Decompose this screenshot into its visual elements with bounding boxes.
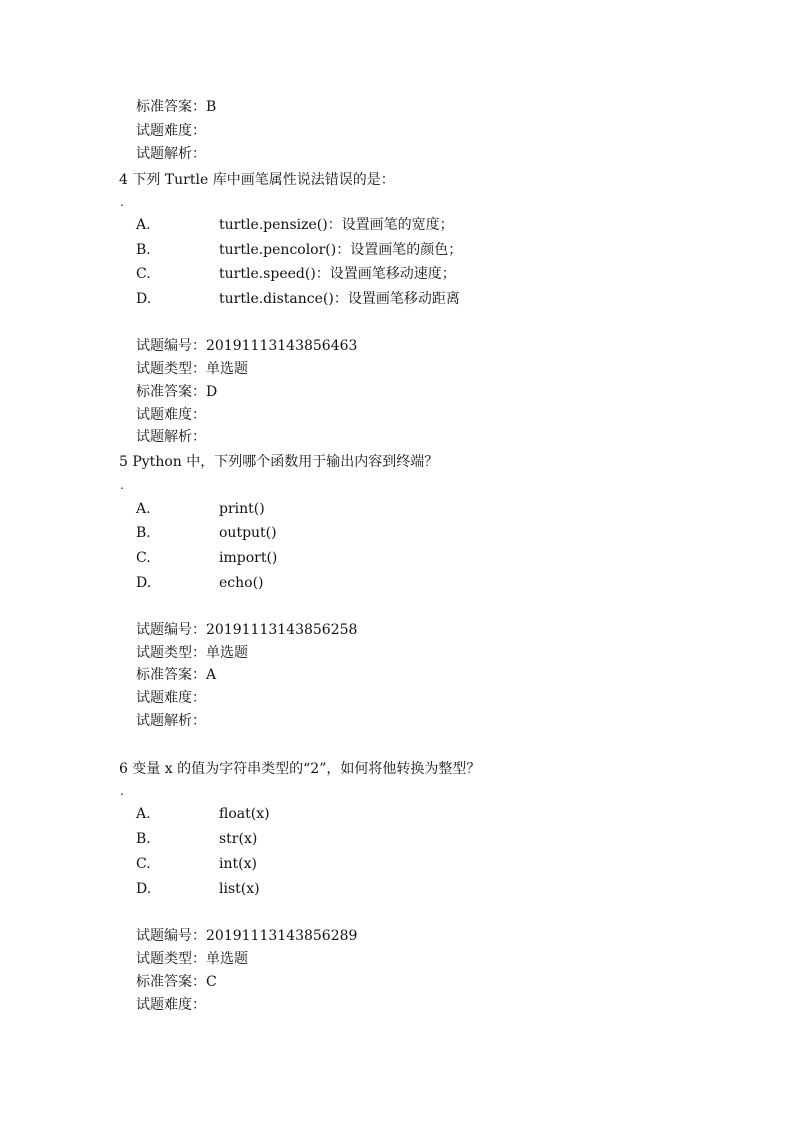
option-text: str(x) [219,831,258,847]
option-text: print() [219,501,265,517]
option-text: turtle.pencolor()：设置画笔的颜色； [219,242,463,258]
option-letter: B. [136,242,151,258]
question-difficulty: 试题难度： [136,997,206,1013]
option-letter: D. [136,291,152,307]
option-letter: A. [136,501,151,517]
option-letter: C. [136,266,151,282]
prev-difficulty: 试题难度： [136,123,206,139]
question-title: 4 下列 Turtle 库中画笔属性说法错误的是： [119,172,395,188]
question-title: 5 Python 中，下列哪个函数用于输出内容到终端？ [119,454,439,470]
question-type: 试题类型：单选题 [136,951,248,967]
option-letter: A. [136,217,151,233]
question-answer: 标准答案：D [136,384,218,400]
question-difficulty: 试题难度： [136,407,206,423]
option-letter: D. [136,881,152,897]
option-letter: A. [136,806,151,822]
question-id: 试题编号：20191113143856463 [136,338,358,354]
option-text: float(x) [219,806,270,822]
question-id: 试题编号：20191113143856289 [136,928,358,944]
option-text: turtle.distance()：设置画笔移动距离 [219,291,460,307]
option-text: turtle.pensize()：设置画笔的宽度； [219,217,454,233]
option-letter: C. [136,550,151,566]
question-analysis: 试题解析： [136,713,206,729]
option-text: output() [219,525,277,541]
option-letter: D. [136,575,152,591]
option-text: int(x) [219,856,257,872]
option-letter: B. [136,525,151,541]
question-id: 试题编号：20191113143856258 [136,622,358,638]
option-text: import() [219,550,278,566]
question-dot: . [120,195,124,209]
question-analysis: 试题解析： [136,429,206,445]
prev-analysis: 试题解析： [136,146,206,162]
option-text: turtle.speed()：设置画笔移动速度； [219,266,456,282]
prev-answer: 标准答案：B [136,99,217,115]
option-letter: B. [136,831,151,847]
question-answer: 标准答案：C [136,974,217,990]
question-difficulty: 试题难度： [136,690,206,706]
question-title: 6 变量 x 的值为字符串类型的“2”，如何将他转换为整型？ [119,761,481,777]
question-dot: . [120,478,124,492]
question-dot: . [120,784,124,798]
option-letter: C. [136,856,151,872]
option-text: echo() [219,575,264,591]
option-text: list(x) [219,881,260,897]
question-answer: 标准答案：A [136,667,217,683]
question-type: 试题类型：单选题 [136,645,248,661]
question-type: 试题类型：单选题 [136,361,248,377]
